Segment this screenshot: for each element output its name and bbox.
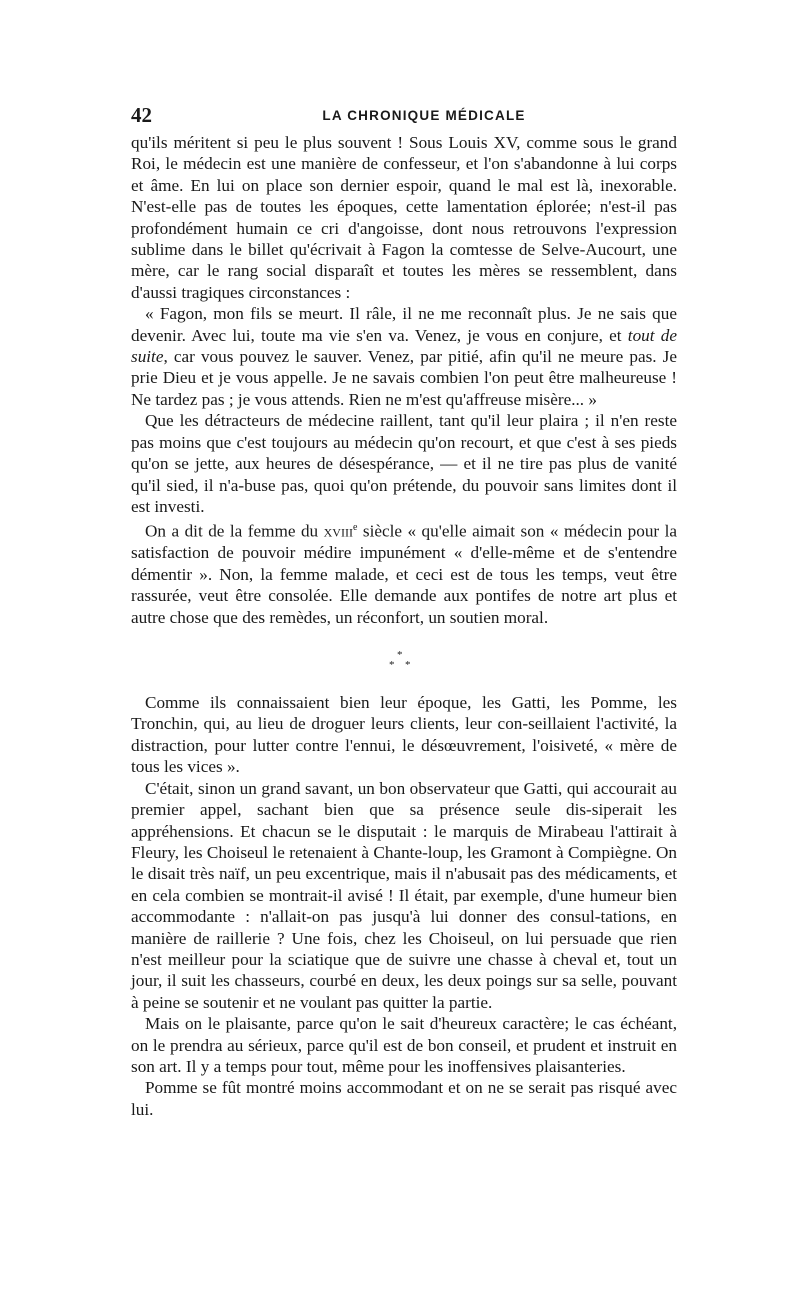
century-superscript: e <box>352 522 358 534</box>
asterism-star: * <box>397 649 403 662</box>
paragraph: Mais on le plaisante, parce qu'on le sait d'heureux caractère; le cas échéant, on le prendra au sérieux, parce qu'il est de bon conseil, et prudent et instruit en son art. Il y a temps pour tout, même pour les inoffensives plaisanteries. <box>131 1014 677 1076</box>
paragraph: qu'ils méritent si peu le plus souvent ! Sous Louis XV, comme sous le grand Roi, le médecin est une manière de confesseur, et l'on s'abandonne à lui corps et âme. En lui on place son dernier espoir, quand le mal est là, inexorable. N'est-elle pas de toutes les époques, cette lamentation éplorée; n'est-il pas profondément humain ce cri d'angoisse, dont nous retrouvons l'expression sublime dans le billet qu'écrivait à Fagon la comtesse de Selve-Aucourt, une mère, car le rang social disparaît et toutes les mères se ressemblent, dans d'aussi tragiques circonstances : <box>131 133 677 302</box>
body-text-section-1 <box>131 132 677 628</box>
paragraph: Que les détracteurs de médecine raillent, tant qu'il leur plaira ; il n'en reste pas moins que c'est toujours au médecin qu'on recourt, et que c'est à ses pieds qu'on se jette, aux heures de désespérance, — et il ne tire pas plus de vanité qu'il sied, il n'a-buse pas, quoi qu'on prétende, du pouvoir sans limites dont il est investi. <box>131 411 677 516</box>
paragraph: Pomme se fût montré moins accommodant et on ne se serait pas risqué avec lui. <box>131 1078 677 1119</box>
page-number: 42 <box>131 103 152 127</box>
running-head <box>131 100 677 130</box>
running-title: LA CHRONIQUE MÉDICALE <box>322 108 526 123</box>
paragraph <box>131 517 677 628</box>
section-separator-asterism <box>131 638 677 682</box>
paragraph: Comme ils connaissaient bien leur époque, les Gatti, les Pomme, les Tronchin, qui, au lieu de droguer leurs clients, leur con-seillaient l'activité, la distraction, pour lutter contre l'ennui, le désœuvrement, l'oisiveté, « mère de tous les vices ». <box>131 693 677 777</box>
paragraph: C'était, sinon un grand savant, un bon observateur que Gatti, qui accourait au premier appel, sachant bien que sa présence seule dis-siperait les appréhensions. Et chacun se le disputait : le marquis de Mirabeau l'attirait à Fleury, les Choiseul le retenaient à Chante-loup, les Gramont à Compiègne. On le disait très naïf, un peu excentrique, mais il n'abusait pas des médicaments, et en cela combien se montrait-il avisé ! Il était, par exemple, d'une humeur bien accommodante : n'allait-on pas jusqu'à lui donner des consul-tations, en manière de raillerie ? Une fois, chez les Choiseul, on lui persuade que rien n'est meilleur pour la sciatique que de suivre une chasse à cheval et, tout un jour, il suit les chasseurs, courbé en deux, les deux poings sur sa selle, pouvant à peine se soutenir et ne voulant pas quitter la partie. <box>131 778 677 1012</box>
page <box>131 100 677 1120</box>
asterism-star: * <box>389 659 395 672</box>
asterism-star: * <box>405 659 411 672</box>
quote-text: « Fagon, mon fils se meurt. Il râle, il ne me reconnaît plus. Je ne sais que devenir. Avec lui, toute ma vie s'en va. Venez, je vous en conjure, et <box>131 304 677 345</box>
body-text-section-2 <box>131 692 677 1120</box>
paragraph-text: siècle « qu'elle aimait son « médecin pour la satisfaction de pouvoir médire impunément « d'elle-même et de s'entendre démentir ». Non, la femme malade, et ceci est de tous les temps, veut être rassurée, veut être consolée. Elle demande aux pontifes de notre art plus et autre chose que des remèdes, un réconfort, un soutien moral. <box>131 522 678 627</box>
quote-text: , car vous pouvez le sauver. Venez, par pitié, afin qu'il ne meure pas. Je prie Dieu et je vous appelle. Je ne savais combien l'on peut être malheureuse ! Ne tardez pas ; je vous attends. Rien ne m'est qu'affreuse misère... » <box>131 347 677 409</box>
paragraph-text: On a dit de la femme du <box>145 522 324 542</box>
quote-emphasis: tout de suite <box>131 325 677 367</box>
century-numeral: xviii <box>323 522 353 542</box>
quoted-letter <box>131 303 677 410</box>
